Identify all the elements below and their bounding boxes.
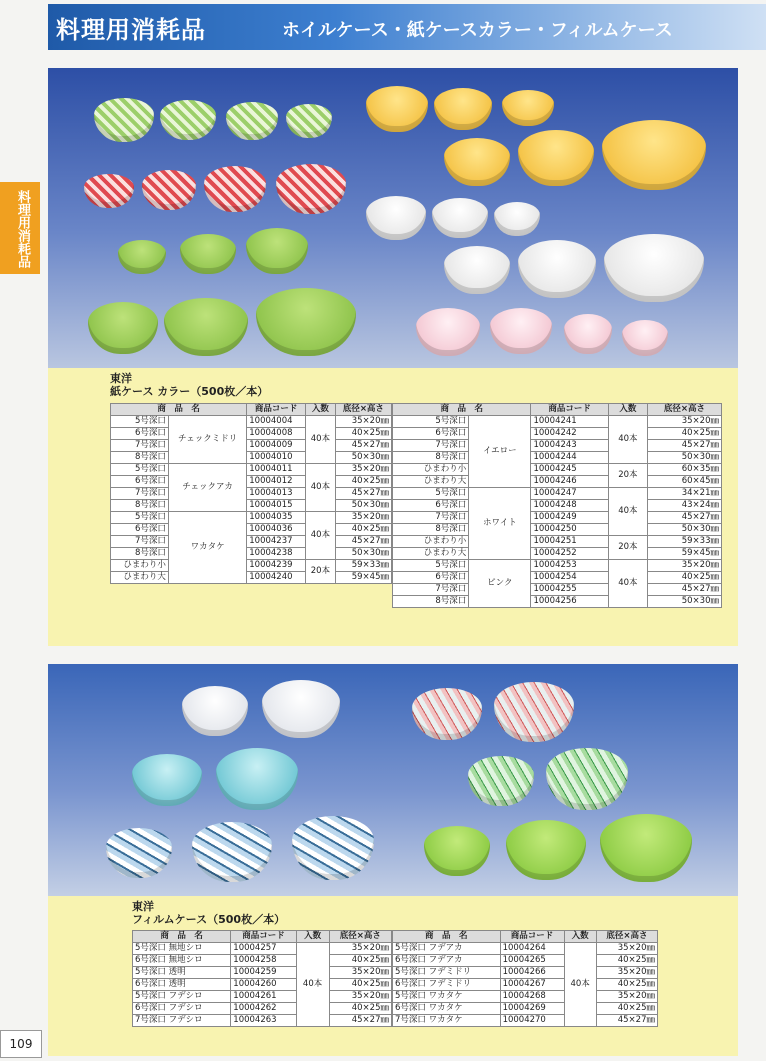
table-row bbox=[393, 584, 722, 596]
table-row bbox=[393, 596, 722, 608]
size-cell: 6号深口 bbox=[111, 476, 169, 488]
table-row bbox=[393, 943, 658, 955]
table-row bbox=[393, 452, 722, 464]
dim-cell: 40×25㎜ bbox=[335, 428, 391, 440]
qty-cell: 20本 bbox=[608, 536, 647, 560]
dim-cell: 60×35㎜ bbox=[647, 464, 721, 476]
product-image bbox=[366, 86, 428, 132]
code-cell: 10004243 bbox=[531, 440, 608, 452]
name-cell: 6号深口 フデアカ bbox=[393, 955, 501, 967]
dim-cell: 50×30㎜ bbox=[335, 500, 391, 512]
dim-cell: 40×25㎜ bbox=[335, 524, 391, 536]
size-cell: 6号深口 bbox=[111, 524, 169, 536]
code-cell: 10004242 bbox=[531, 428, 608, 440]
size-cell: 6号深口 bbox=[393, 572, 469, 584]
spec-table-right bbox=[392, 403, 722, 608]
name-cell: 6号深口 フデミドリ bbox=[393, 979, 501, 991]
dim-cell: 45×27㎜ bbox=[335, 536, 391, 548]
code-cell: 10004256 bbox=[531, 596, 608, 608]
name-cell: 5号深口 フデシロ bbox=[133, 991, 231, 1003]
code-cell: 10004268 bbox=[500, 991, 564, 1003]
code-cell: 10004247 bbox=[531, 488, 608, 500]
size-cell: 6号深口 bbox=[393, 500, 469, 512]
product-image bbox=[180, 234, 236, 274]
code-cell: 10004237 bbox=[247, 536, 306, 548]
product-image bbox=[622, 320, 668, 356]
dim-cell: 59×33㎜ bbox=[335, 560, 391, 572]
size-cell: 8号深口 bbox=[393, 452, 469, 464]
table-row bbox=[111, 464, 392, 476]
product-image bbox=[182, 686, 248, 736]
brand-name: 東洋 bbox=[110, 372, 132, 385]
product-image bbox=[132, 754, 202, 806]
qty-cell: 40本 bbox=[306, 512, 336, 560]
color-cell: チェックミドリ bbox=[168, 416, 246, 464]
code-cell: 10004004 bbox=[247, 416, 306, 428]
product-image bbox=[142, 170, 196, 210]
table-row bbox=[393, 548, 722, 560]
product-image bbox=[546, 748, 628, 810]
code-cell: 10004260 bbox=[231, 979, 296, 991]
table-row bbox=[393, 572, 722, 584]
code-cell: 10004010 bbox=[247, 452, 306, 464]
code-cell: 10004263 bbox=[231, 1015, 296, 1027]
product-image bbox=[160, 100, 216, 140]
table-row bbox=[133, 1003, 392, 1015]
dim-cell: 35×20㎜ bbox=[647, 560, 721, 572]
table-row bbox=[111, 452, 392, 464]
product-image bbox=[412, 688, 482, 740]
page-header bbox=[48, 4, 766, 50]
dim-cell: 35×20㎜ bbox=[329, 967, 391, 979]
table-row bbox=[111, 488, 392, 500]
page-subtitle: ホイルケース・紙ケースカラー・フィルムケース bbox=[282, 20, 673, 41]
size-cell: 8号深口 bbox=[111, 548, 169, 560]
dim-cell: 35×20㎜ bbox=[335, 512, 391, 524]
product-image bbox=[276, 164, 346, 214]
product-image bbox=[286, 104, 332, 138]
size-cell: 8号深口 bbox=[393, 524, 469, 536]
table-row bbox=[133, 955, 392, 967]
code-cell: 10004266 bbox=[500, 967, 564, 979]
paper-case-spec-panel bbox=[48, 368, 738, 646]
dim-cell: 45×27㎜ bbox=[335, 440, 391, 452]
product-image bbox=[432, 198, 488, 238]
size-cell: 7号深口 bbox=[393, 584, 469, 596]
code-cell: 10004269 bbox=[500, 1003, 564, 1015]
name-cell: 5号深口 ワカタケ bbox=[393, 991, 501, 1003]
dim-cell: 40×25㎜ bbox=[596, 1003, 657, 1015]
name-cell: 7号深口 ワカタケ bbox=[393, 1015, 501, 1027]
product-image bbox=[118, 240, 166, 274]
qty-cell: 40本 bbox=[608, 560, 647, 608]
table-row bbox=[393, 991, 658, 1003]
table-row bbox=[111, 572, 392, 584]
col-header-size: 底径×高さ bbox=[596, 931, 657, 943]
film-case-photo bbox=[48, 664, 738, 896]
dim-cell: 45×27㎜ bbox=[335, 488, 391, 500]
product-image bbox=[444, 246, 510, 294]
size-cell: 7号深口 bbox=[111, 440, 169, 452]
product-image bbox=[94, 98, 154, 142]
code-cell: 10004009 bbox=[247, 440, 306, 452]
code-cell: 10004246 bbox=[531, 476, 608, 488]
product-image bbox=[468, 756, 534, 806]
size-cell: 5号深口 bbox=[393, 488, 469, 500]
dim-cell: 50×30㎜ bbox=[335, 548, 391, 560]
table-row bbox=[393, 512, 722, 524]
product-image bbox=[600, 814, 692, 882]
dim-cell: 40×25㎜ bbox=[596, 979, 657, 991]
table-row bbox=[133, 943, 392, 955]
side-tab-label: 料理用消耗品 bbox=[15, 190, 30, 268]
brand-name: 東洋 bbox=[132, 900, 154, 913]
size-cell: 8号深口 bbox=[393, 596, 469, 608]
table-row bbox=[111, 428, 392, 440]
table-row bbox=[111, 500, 392, 512]
product-line-name: フィルムケース（500枚／本） bbox=[132, 913, 286, 926]
dim-cell: 35×20㎜ bbox=[335, 416, 391, 428]
product-image bbox=[444, 138, 510, 186]
code-cell: 10004013 bbox=[247, 488, 306, 500]
dim-cell: 35×20㎜ bbox=[647, 416, 721, 428]
product-image bbox=[602, 120, 706, 190]
code-cell: 10004265 bbox=[500, 955, 564, 967]
table-row bbox=[111, 440, 392, 452]
name-cell: 5号深口 透明 bbox=[133, 967, 231, 979]
product-image bbox=[88, 302, 158, 354]
col-header-code: 商品コード bbox=[231, 931, 296, 943]
dim-cell: 35×20㎜ bbox=[329, 943, 391, 955]
product-image bbox=[604, 234, 704, 302]
film-table-right bbox=[392, 930, 658, 1027]
table-row bbox=[393, 955, 658, 967]
code-cell: 10004240 bbox=[247, 572, 306, 584]
code-cell: 10004258 bbox=[231, 955, 296, 967]
table-row bbox=[393, 488, 722, 500]
qty-cell: 20本 bbox=[608, 464, 647, 488]
page-title: 料理用消耗品 bbox=[56, 16, 206, 44]
code-cell: 10004015 bbox=[247, 500, 306, 512]
col-header-code: 商品コード bbox=[247, 404, 306, 416]
size-cell: ひまわり大 bbox=[393, 548, 469, 560]
dim-cell: 40×25㎜ bbox=[329, 955, 391, 967]
dim-cell: 50×30㎜ bbox=[647, 452, 721, 464]
code-cell: 10004241 bbox=[531, 416, 608, 428]
table-row bbox=[393, 560, 722, 572]
table-row bbox=[133, 1015, 392, 1027]
table-row bbox=[111, 560, 392, 572]
table-header-row bbox=[111, 404, 392, 416]
table-row bbox=[111, 548, 392, 560]
product-image bbox=[518, 130, 594, 186]
name-cell: 5号深口 無地シロ bbox=[133, 943, 231, 955]
code-cell: 10004270 bbox=[500, 1015, 564, 1027]
table-row bbox=[111, 536, 392, 548]
product-image bbox=[292, 816, 374, 880]
table-row bbox=[393, 536, 722, 548]
code-cell: 10004248 bbox=[531, 500, 608, 512]
size-cell: 7号深口 bbox=[393, 512, 469, 524]
dim-cell: 35×20㎜ bbox=[596, 967, 657, 979]
spec-table-left bbox=[110, 403, 392, 584]
table-row bbox=[393, 524, 722, 536]
col-header-code: 商品コード bbox=[531, 404, 608, 416]
qty-cell: 40本 bbox=[306, 464, 336, 512]
product-image bbox=[494, 202, 540, 236]
color-cell: チェックアカ bbox=[168, 464, 246, 512]
dim-cell: 40×25㎜ bbox=[647, 428, 721, 440]
dim-cell: 60×45㎜ bbox=[647, 476, 721, 488]
page-number: 109 bbox=[0, 1030, 42, 1058]
col-header-size: 底径×高さ bbox=[647, 404, 721, 416]
product-image bbox=[192, 822, 272, 882]
name-cell: 6号深口 ワカタケ bbox=[393, 1003, 501, 1015]
table-row bbox=[393, 428, 722, 440]
table-row bbox=[133, 991, 392, 1003]
size-cell: 8号深口 bbox=[111, 500, 169, 512]
size-cell: 5号深口 bbox=[111, 416, 169, 428]
col-header-name: 商 品 名 bbox=[133, 931, 231, 943]
code-cell: 10004259 bbox=[231, 967, 296, 979]
product-image bbox=[84, 174, 134, 208]
name-cell: 6号深口 透明 bbox=[133, 979, 231, 991]
product-image bbox=[106, 828, 172, 878]
product-image bbox=[226, 102, 278, 140]
table-row bbox=[393, 500, 722, 512]
dim-cell: 35×20㎜ bbox=[335, 464, 391, 476]
qty-cell: 40本 bbox=[564, 943, 596, 1027]
col-header-size: 底径×高さ bbox=[329, 931, 391, 943]
name-cell: 6号深口 無地シロ bbox=[133, 955, 231, 967]
product-image bbox=[262, 680, 340, 738]
col-header-size: 底径×高さ bbox=[335, 404, 391, 416]
product-image bbox=[204, 166, 266, 212]
product-image bbox=[424, 826, 490, 876]
size-cell: ひまわり小 bbox=[111, 560, 169, 572]
qty-cell: 40本 bbox=[306, 416, 336, 464]
name-cell: 6号深口 フデシロ bbox=[133, 1003, 231, 1015]
size-cell: 6号深口 bbox=[393, 428, 469, 440]
dim-cell: 40×25㎜ bbox=[647, 572, 721, 584]
code-cell: 10004239 bbox=[247, 560, 306, 572]
table-row bbox=[133, 979, 392, 991]
code-cell: 10004261 bbox=[231, 991, 296, 1003]
dim-cell: 40×25㎜ bbox=[329, 1003, 391, 1015]
qty-cell: 20本 bbox=[306, 560, 336, 584]
size-cell: 6号深口 bbox=[111, 428, 169, 440]
product-image bbox=[246, 228, 308, 274]
dim-cell: 45×27㎜ bbox=[329, 1015, 391, 1027]
dim-cell: 45×27㎜ bbox=[647, 440, 721, 452]
product-image bbox=[164, 298, 248, 356]
code-cell: 10004264 bbox=[500, 943, 564, 955]
size-cell: 5号深口 bbox=[111, 464, 169, 476]
table-row bbox=[111, 476, 392, 488]
col-header-qty: 入数 bbox=[306, 404, 336, 416]
film-case-spec-panel bbox=[48, 896, 738, 1056]
table-row bbox=[393, 1003, 658, 1015]
size-cell: ひまわり小 bbox=[393, 464, 469, 476]
dim-cell: 50×30㎜ bbox=[335, 452, 391, 464]
code-cell: 10004244 bbox=[531, 452, 608, 464]
table-header-row bbox=[133, 931, 392, 943]
code-cell: 10004254 bbox=[531, 572, 608, 584]
dim-cell: 34×21㎜ bbox=[647, 488, 721, 500]
size-cell: 7号深口 bbox=[111, 536, 169, 548]
dim-cell: 59×45㎜ bbox=[335, 572, 391, 584]
size-cell: ひまわり大 bbox=[393, 476, 469, 488]
name-cell: 5号深口 フデミドリ bbox=[393, 967, 501, 979]
dim-cell: 35×20㎜ bbox=[596, 943, 657, 955]
size-cell: 7号深口 bbox=[111, 488, 169, 500]
code-cell: 10004012 bbox=[247, 476, 306, 488]
product-image bbox=[366, 196, 426, 240]
col-header-code: 商品コード bbox=[500, 931, 564, 943]
dim-cell: 59×33㎜ bbox=[647, 536, 721, 548]
col-header-qty: 入数 bbox=[564, 931, 596, 943]
dim-cell: 59×45㎜ bbox=[647, 548, 721, 560]
col-header-name: 商 品 名 bbox=[393, 931, 501, 943]
table-row bbox=[393, 464, 722, 476]
color-cell: ピンク bbox=[469, 560, 531, 608]
qty-cell: 40本 bbox=[608, 416, 647, 464]
dim-cell: 43×24㎜ bbox=[647, 500, 721, 512]
product-image bbox=[434, 88, 492, 130]
code-cell: 10004036 bbox=[247, 524, 306, 536]
product-line-name: 紙ケース カラー（500枚／本） bbox=[110, 385, 269, 398]
name-cell: 5号深口 フデアカ bbox=[393, 943, 501, 955]
dim-cell: 40×25㎜ bbox=[335, 476, 391, 488]
col-header-name: 商 品 名 bbox=[393, 404, 531, 416]
code-cell: 10004251 bbox=[531, 536, 608, 548]
col-header-qty: 入数 bbox=[608, 404, 647, 416]
table-row bbox=[393, 440, 722, 452]
table-row bbox=[111, 512, 392, 524]
color-cell: イエロー bbox=[469, 416, 531, 488]
code-cell: 10004011 bbox=[247, 464, 306, 476]
size-cell: 8号深口 bbox=[111, 452, 169, 464]
paper-case-photo bbox=[48, 68, 738, 368]
product-image bbox=[502, 90, 554, 126]
code-cell: 10004253 bbox=[531, 560, 608, 572]
code-cell: 10004245 bbox=[531, 464, 608, 476]
size-cell: 7号深口 bbox=[393, 440, 469, 452]
product-image bbox=[490, 308, 552, 354]
name-cell: 7号深口 フデシロ bbox=[133, 1015, 231, 1027]
size-cell: 5号深口 bbox=[393, 416, 469, 428]
table-row bbox=[393, 1015, 658, 1027]
dim-cell: 45×27㎜ bbox=[647, 512, 721, 524]
table-row bbox=[393, 416, 722, 428]
product-image bbox=[216, 748, 298, 810]
product-image bbox=[518, 240, 596, 298]
dim-cell: 40×25㎜ bbox=[596, 955, 657, 967]
color-cell: ワカタケ bbox=[168, 512, 246, 584]
table-row bbox=[111, 416, 392, 428]
code-cell: 10004249 bbox=[531, 512, 608, 524]
qty-cell: 40本 bbox=[608, 488, 647, 536]
dim-cell: 40×25㎜ bbox=[329, 979, 391, 991]
product-image bbox=[506, 820, 586, 880]
color-cell: ホワイト bbox=[469, 488, 531, 560]
size-cell: ひまわり大 bbox=[111, 572, 169, 584]
dim-cell: 35×20㎜ bbox=[329, 991, 391, 1003]
film-table-left bbox=[132, 930, 392, 1027]
dim-cell: 45×27㎜ bbox=[596, 1015, 657, 1027]
col-header-qty: 入数 bbox=[296, 931, 329, 943]
code-cell: 10004238 bbox=[247, 548, 306, 560]
product-image bbox=[564, 314, 612, 354]
dim-cell: 50×30㎜ bbox=[647, 596, 721, 608]
table-row bbox=[393, 979, 658, 991]
size-cell: ひまわり小 bbox=[393, 536, 469, 548]
table-header-row bbox=[393, 404, 722, 416]
table-row bbox=[133, 967, 392, 979]
dim-cell: 45×27㎜ bbox=[647, 584, 721, 596]
code-cell: 10004262 bbox=[231, 1003, 296, 1015]
product-image bbox=[256, 288, 356, 356]
size-cell: 5号深口 bbox=[111, 512, 169, 524]
dim-cell: 35×20㎜ bbox=[596, 991, 657, 1003]
code-cell: 10004035 bbox=[247, 512, 306, 524]
size-cell: 5号深口 bbox=[393, 560, 469, 572]
product-image bbox=[416, 308, 480, 356]
code-cell: 10004250 bbox=[531, 524, 608, 536]
code-cell: 10004252 bbox=[531, 548, 608, 560]
code-cell: 10004008 bbox=[247, 428, 306, 440]
table-header-row bbox=[393, 931, 658, 943]
table-row bbox=[111, 524, 392, 536]
col-header-name: 商 品 名 bbox=[111, 404, 247, 416]
table-row bbox=[393, 967, 658, 979]
product-image bbox=[494, 682, 574, 742]
qty-cell: 40本 bbox=[296, 943, 329, 1027]
side-tab bbox=[0, 182, 40, 274]
dim-cell: 50×30㎜ bbox=[647, 524, 721, 536]
code-cell: 10004267 bbox=[500, 979, 564, 991]
code-cell: 10004257 bbox=[231, 943, 296, 955]
table-row bbox=[393, 476, 722, 488]
code-cell: 10004255 bbox=[531, 584, 608, 596]
